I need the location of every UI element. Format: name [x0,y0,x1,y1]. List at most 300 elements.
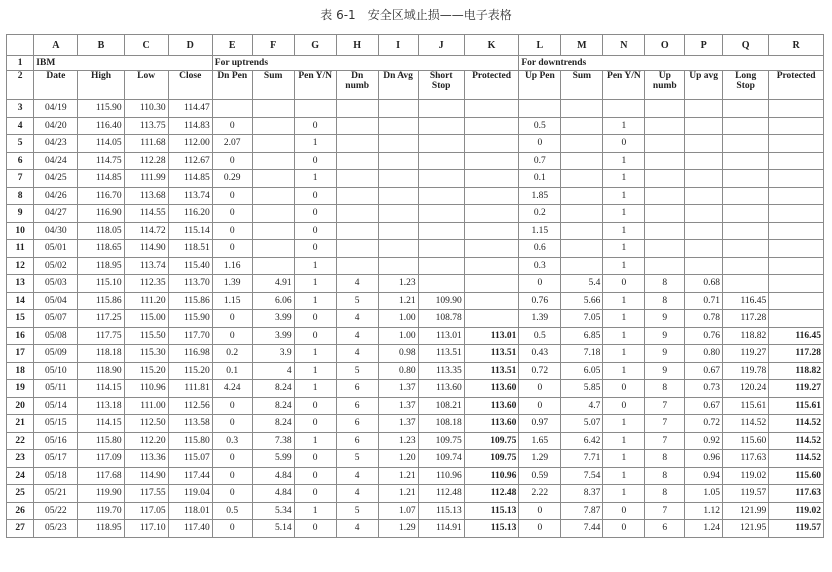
cell-c[interactable]: 117.10 [124,520,168,538]
cell-l[interactable]: 0.2 [519,205,561,223]
cell-i[interactable]: 1.29 [378,520,418,538]
cell-n[interactable]: 1 [603,485,645,503]
cell-q[interactable]: 114.52 [723,415,769,433]
cell-j[interactable]: 113.01 [418,327,464,345]
cell-d[interactable]: 118.01 [168,502,212,520]
cell-q[interactable] [723,257,769,275]
cell-o[interactable]: 8 [645,292,685,310]
cell-i[interactable]: 1.21 [378,485,418,503]
cell-e[interactable]: 2.07 [212,135,252,153]
cell-r[interactable] [769,240,824,258]
cell-q[interactable]: 117.63 [723,450,769,468]
cell-b[interactable]: 119.70 [78,502,124,520]
field-header-cell[interactable]: Dn Pen [212,71,252,100]
cell-p[interactable]: 0.67 [685,397,723,415]
cell-g[interactable]: 1 [294,380,336,398]
cell-j[interactable] [418,170,464,188]
cell-k[interactable] [464,135,519,153]
cell-i[interactable] [378,240,418,258]
cell-m[interactable] [561,100,603,118]
cell-q[interactable]: 116.45 [723,292,769,310]
cell-c[interactable]: 112.20 [124,432,168,450]
cell-k[interactable] [464,310,519,328]
cell-h[interactable]: 5 [336,362,378,380]
cell-d[interactable]: 112.67 [168,152,212,170]
cell-p[interactable] [685,135,723,153]
cell-e[interactable]: 0 [212,187,252,205]
cell-k[interactable] [464,275,519,293]
field-header-cell[interactable]: Long Stop [723,71,769,100]
cell-a[interactable]: 05/04 [34,292,78,310]
cell-c[interactable]: 111.20 [124,292,168,310]
cell-e[interactable]: 1.39 [212,275,252,293]
cell-g[interactable]: 0 [294,450,336,468]
cell-l[interactable]: 2.22 [519,485,561,503]
cell-r[interactable]: 114.52 [769,415,824,433]
cell-n[interactable]: 1 [603,205,645,223]
cell-h[interactable]: 6 [336,415,378,433]
cell-f[interactable] [252,222,294,240]
cell-r[interactable]: 118.82 [769,362,824,380]
cell-a[interactable]: 05/11 [34,380,78,398]
cell-i[interactable] [378,117,418,135]
cell-m[interactable]: 7.87 [561,502,603,520]
cell-i[interactable]: 1.37 [378,397,418,415]
cell-l[interactable]: 0.1 [519,170,561,188]
cell-i[interactable]: 0.80 [378,362,418,380]
field-header-cell[interactable]: Dn numb [336,71,378,100]
cell-p[interactable]: 0.78 [685,310,723,328]
cell-l[interactable]: 0.97 [519,415,561,433]
cell-j[interactable] [418,240,464,258]
cell-q[interactable]: 119.78 [723,362,769,380]
cell-g[interactable]: 1 [294,170,336,188]
cell-r[interactable] [769,205,824,223]
cell-h[interactable]: 4 [336,467,378,485]
cell-f[interactable]: 3.9 [252,345,294,363]
cell-c[interactable]: 115.30 [124,345,168,363]
cell-d[interactable]: 117.70 [168,327,212,345]
cell-q[interactable] [723,152,769,170]
cell-p[interactable]: 0.72 [685,415,723,433]
cell-f[interactable] [252,135,294,153]
cell-e[interactable]: 0 [212,327,252,345]
cell-m[interactable]: 5.66 [561,292,603,310]
cell-l[interactable]: 0 [519,135,561,153]
cell-l[interactable]: 0.7 [519,152,561,170]
cell-p[interactable] [685,257,723,275]
cell-c[interactable]: 112.50 [124,415,168,433]
cell-i[interactable]: 1.21 [378,467,418,485]
cell-i[interactable] [378,170,418,188]
column-header-q[interactable]: Q [723,35,769,56]
cell-q[interactable]: 121.99 [723,502,769,520]
cell-b[interactable]: 113.18 [78,397,124,415]
cell-f[interactable]: 7.38 [252,432,294,450]
column-header-i[interactable]: I [378,35,418,56]
cell-a[interactable]: 05/17 [34,450,78,468]
cell-k[interactable]: 113.01 [464,327,519,345]
cell-r[interactable]: 114.52 [769,450,824,468]
column-header-e[interactable]: E [212,35,252,56]
cell-j[interactable] [418,222,464,240]
cell-o[interactable]: 6 [645,520,685,538]
cell-g[interactable]: 1 [294,275,336,293]
cell-q[interactable] [723,275,769,293]
cell-c[interactable]: 113.75 [124,117,168,135]
cell-c[interactable]: 114.90 [124,240,168,258]
cell-a[interactable]: 05/18 [34,467,78,485]
cell-f[interactable] [252,205,294,223]
cell-c[interactable]: 115.00 [124,310,168,328]
cell-q[interactable] [723,222,769,240]
cell-r[interactable] [769,117,824,135]
cell-i[interactable]: 1.23 [378,275,418,293]
cell-d[interactable]: 115.86 [168,292,212,310]
cell-m[interactable] [561,240,603,258]
cell-a[interactable]: 05/10 [34,362,78,380]
cell-o[interactable]: 8 [645,275,685,293]
cell-c[interactable]: 110.96 [124,380,168,398]
cell-j[interactable]: 109.74 [418,450,464,468]
cell-m[interactable]: 5.4 [561,275,603,293]
cell-o[interactable] [645,257,685,275]
cell-q[interactable]: 117.28 [723,310,769,328]
cell-e[interactable]: 0 [212,117,252,135]
cell-n[interactable]: 0 [603,380,645,398]
cell-d[interactable]: 117.40 [168,520,212,538]
cell-r[interactable]: 119.02 [769,502,824,520]
cell-p[interactable] [685,100,723,118]
cell-k[interactable]: 115.13 [464,502,519,520]
cell-e[interactable]: 0.3 [212,432,252,450]
cell-o[interactable]: 9 [645,327,685,345]
cell-m[interactable]: 8.37 [561,485,603,503]
cell-d[interactable]: 111.81 [168,380,212,398]
column-header-r[interactable]: R [769,35,824,56]
field-header-cell[interactable]: Protected [464,71,519,100]
cell-n[interactable]: 1 [603,170,645,188]
cell-n[interactable]: 1 [603,415,645,433]
cell-l[interactable]: 0 [519,275,561,293]
cell-p[interactable]: 1.05 [685,485,723,503]
cell-a[interactable]: 05/14 [34,397,78,415]
field-header-cell[interactable]: Sum [252,71,294,100]
cell-m[interactable] [561,117,603,135]
cell-q[interactable]: 119.02 [723,467,769,485]
cell-f[interactable]: 8.24 [252,415,294,433]
cell-r[interactable] [769,152,824,170]
cell-q[interactable]: 120.24 [723,380,769,398]
column-header-m[interactable]: M [561,35,603,56]
cell-k[interactable]: 115.13 [464,520,519,538]
cell-o[interactable]: 7 [645,502,685,520]
cell-b[interactable]: 118.05 [78,222,124,240]
cell-e[interactable]: 0 [212,222,252,240]
cell-f[interactable]: 4.91 [252,275,294,293]
cell-l[interactable]: 0 [519,502,561,520]
cell-b[interactable]: 118.90 [78,362,124,380]
cell-o[interactable]: 7 [645,415,685,433]
cell-d[interactable]: 114.83 [168,117,212,135]
cell-e[interactable]: 1.15 [212,292,252,310]
cell-b[interactable]: 117.09 [78,450,124,468]
column-header-k[interactable]: K [464,35,519,56]
cell-n[interactable]: 0 [603,502,645,520]
column-header-o[interactable]: O [645,35,685,56]
cell-m[interactable]: 7.54 [561,467,603,485]
cell-n[interactable]: 1 [603,362,645,380]
cell-j[interactable] [418,135,464,153]
cell-i[interactable] [378,100,418,118]
cell-j[interactable]: 109.90 [418,292,464,310]
cell-m[interactable]: 7.71 [561,450,603,468]
cell-f[interactable]: 3.99 [252,327,294,345]
cell-i[interactable] [378,205,418,223]
cell-n[interactable]: 1 [603,222,645,240]
cell-a[interactable]: 05/16 [34,432,78,450]
cell-a[interactable]: 04/23 [34,135,78,153]
cell-k[interactable] [464,100,519,118]
cell-o[interactable]: 9 [645,345,685,363]
cell-a[interactable]: 05/01 [34,240,78,258]
cell-i[interactable]: 1.00 [378,327,418,345]
cell-o[interactable] [645,187,685,205]
cell-n[interactable]: 1 [603,310,645,328]
cell-b[interactable]: 118.65 [78,240,124,258]
cell-p[interactable]: 0.94 [685,467,723,485]
cell-a[interactable]: 05/22 [34,502,78,520]
cell-k[interactable] [464,240,519,258]
cell-i[interactable]: 1.37 [378,380,418,398]
cell-n[interactable]: 1 [603,152,645,170]
cell-m[interactable]: 6.85 [561,327,603,345]
cell-k[interactable] [464,152,519,170]
cell-k[interactable] [464,292,519,310]
cell-d[interactable]: 112.00 [168,135,212,153]
cell-a[interactable]: 04/26 [34,187,78,205]
cell-i[interactable]: 1.20 [378,450,418,468]
cell-i[interactable] [378,135,418,153]
cell-e[interactable] [212,100,252,118]
cell-b[interactable]: 116.90 [78,205,124,223]
cell-d[interactable]: 113.58 [168,415,212,433]
cell-m[interactable]: 7.44 [561,520,603,538]
cell-j[interactable]: 108.18 [418,415,464,433]
cell-j[interactable]: 114.91 [418,520,464,538]
cell-d[interactable]: 116.98 [168,345,212,363]
cell-d[interactable]: 113.74 [168,187,212,205]
cell-b[interactable]: 117.68 [78,467,124,485]
cell-g[interactable]: 1 [294,292,336,310]
cell-g[interactable]: 0 [294,205,336,223]
field-header-cell[interactable]: Up numb [645,71,685,100]
cell-r[interactable]: 115.60 [769,467,824,485]
cell-r[interactable]: 117.63 [769,485,824,503]
cell-n[interactable]: 1 [603,257,645,275]
cell-p[interactable] [685,205,723,223]
cell-c[interactable]: 113.74 [124,257,168,275]
cell-h[interactable] [336,257,378,275]
cell-q[interactable]: 118.82 [723,327,769,345]
cell-f[interactable] [252,152,294,170]
cell-r[interactable]: 114.52 [769,432,824,450]
cell-r[interactable] [769,222,824,240]
cell-m[interactable] [561,152,603,170]
cell-d[interactable]: 119.04 [168,485,212,503]
cell-m[interactable]: 5.07 [561,415,603,433]
cell-c[interactable]: 114.72 [124,222,168,240]
cell-j[interactable]: 108.21 [418,397,464,415]
cell-j[interactable]: 115.13 [418,502,464,520]
cell-g[interactable]: 0 [294,327,336,345]
cell-b[interactable]: 118.95 [78,257,124,275]
field-header-cell[interactable]: Dn Avg [378,71,418,100]
cell-j[interactable]: 113.51 [418,345,464,363]
field-header-cell[interactable]: Up Pen [519,71,561,100]
cell-r[interactable] [769,310,824,328]
cell-b[interactable]: 115.86 [78,292,124,310]
cell-k[interactable] [464,170,519,188]
cell-m[interactable]: 6.42 [561,432,603,450]
cell-k[interactable]: 113.51 [464,345,519,363]
cell-l[interactable]: 1.29 [519,450,561,468]
field-header-cell[interactable]: Pen Y/N [294,71,336,100]
cell-f[interactable]: 4 [252,362,294,380]
cell-h[interactable] [336,222,378,240]
cell-o[interactable]: 8 [645,467,685,485]
cell-l[interactable]: 0.6 [519,240,561,258]
cell-b[interactable]: 114.75 [78,152,124,170]
cell-o[interactable]: 9 [645,310,685,328]
cell-b[interactable]: 114.15 [78,380,124,398]
cell-n[interactable]: 1 [603,467,645,485]
column-header-n[interactable]: N [603,35,645,56]
cell-g[interactable]: 1 [294,345,336,363]
cell-n[interactable]: 0 [603,275,645,293]
cell-q[interactable]: 119.57 [723,485,769,503]
cell-c[interactable]: 114.90 [124,467,168,485]
cell-g[interactable]: 0 [294,467,336,485]
cell-j[interactable] [418,152,464,170]
cell-b[interactable]: 116.70 [78,187,124,205]
cell-n[interactable]: 1 [603,450,645,468]
cell-d[interactable]: 115.07 [168,450,212,468]
cell-i[interactable] [378,152,418,170]
cell-d[interactable]: 115.80 [168,432,212,450]
cell-f[interactable]: 5.99 [252,450,294,468]
cell-g[interactable] [294,100,336,118]
downtrends-label[interactable]: For downtrends [519,56,824,71]
cell-p[interactable]: 0.68 [685,275,723,293]
cell-n[interactable]: 1 [603,432,645,450]
cell-e[interactable]: 0 [212,467,252,485]
cell-l[interactable]: 1.85 [519,187,561,205]
cell-h[interactable] [336,100,378,118]
cell-a[interactable]: 04/27 [34,205,78,223]
cell-k[interactable] [464,187,519,205]
cell-f[interactable]: 8.24 [252,397,294,415]
cell-q[interactable]: 115.61 [723,397,769,415]
cell-c[interactable]: 111.00 [124,397,168,415]
cell-a[interactable]: 05/02 [34,257,78,275]
cell-e[interactable]: 0.1 [212,362,252,380]
cell-b[interactable]: 117.75 [78,327,124,345]
cell-p[interactable] [685,222,723,240]
cell-e[interactable]: 1.16 [212,257,252,275]
cell-r[interactable]: 116.45 [769,327,824,345]
uptrends-label[interactable]: For uptrends [212,56,519,71]
ticker-cell[interactable]: IBM [34,56,212,71]
cell-g[interactable]: 0 [294,485,336,503]
cell-f[interactable] [252,187,294,205]
cell-o[interactable] [645,170,685,188]
cell-c[interactable]: 111.99 [124,170,168,188]
cell-b[interactable]: 114.85 [78,170,124,188]
cell-a[interactable]: 04/24 [34,152,78,170]
cell-c[interactable]: 113.36 [124,450,168,468]
cell-b[interactable]: 115.80 [78,432,124,450]
cell-c[interactable]: 112.28 [124,152,168,170]
field-header-cell[interactable]: Close [168,71,212,100]
cell-e[interactable]: 0 [212,397,252,415]
cell-n[interactable]: 1 [603,187,645,205]
cell-m[interactable]: 7.18 [561,345,603,363]
cell-g[interactable]: 1 [294,432,336,450]
cell-d[interactable]: 114.85 [168,170,212,188]
cell-o[interactable]: 7 [645,432,685,450]
cell-l[interactable]: 0.5 [519,117,561,135]
cell-l[interactable] [519,100,561,118]
cell-i[interactable]: 1.37 [378,415,418,433]
cell-h[interactable] [336,205,378,223]
cell-p[interactable]: 0.73 [685,380,723,398]
cell-j[interactable]: 109.75 [418,432,464,450]
cell-c[interactable]: 115.50 [124,327,168,345]
cell-o[interactable] [645,222,685,240]
cell-n[interactable]: 1 [603,240,645,258]
cell-g[interactable]: 1 [294,502,336,520]
cell-g[interactable]: 0 [294,152,336,170]
cell-a[interactable]: 05/08 [34,327,78,345]
cell-c[interactable]: 117.05 [124,502,168,520]
cell-j[interactable] [418,257,464,275]
cell-c[interactable]: 110.30 [124,100,168,118]
cell-g[interactable]: 0 [294,397,336,415]
cell-h[interactable] [336,187,378,205]
field-header-cell[interactable]: Protected [769,71,824,100]
field-header-cell[interactable]: Low [124,71,168,100]
cell-k[interactable] [464,222,519,240]
cell-o[interactable] [645,205,685,223]
cell-b[interactable]: 114.05 [78,135,124,153]
cell-a[interactable]: 04/25 [34,170,78,188]
cell-l[interactable]: 0 [519,520,561,538]
cell-j[interactable]: 113.35 [418,362,464,380]
cell-g[interactable]: 0 [294,415,336,433]
cell-h[interactable] [336,152,378,170]
cell-i[interactable]: 0.98 [378,345,418,363]
cell-l[interactable]: 1.65 [519,432,561,450]
cell-r[interactable] [769,292,824,310]
cell-l[interactable]: 0.3 [519,257,561,275]
cell-p[interactable] [685,240,723,258]
cell-b[interactable]: 118.18 [78,345,124,363]
cell-n[interactable]: 1 [603,292,645,310]
column-header-d[interactable]: D [168,35,212,56]
cell-k[interactable]: 113.60 [464,415,519,433]
cell-k[interactable] [464,117,519,135]
